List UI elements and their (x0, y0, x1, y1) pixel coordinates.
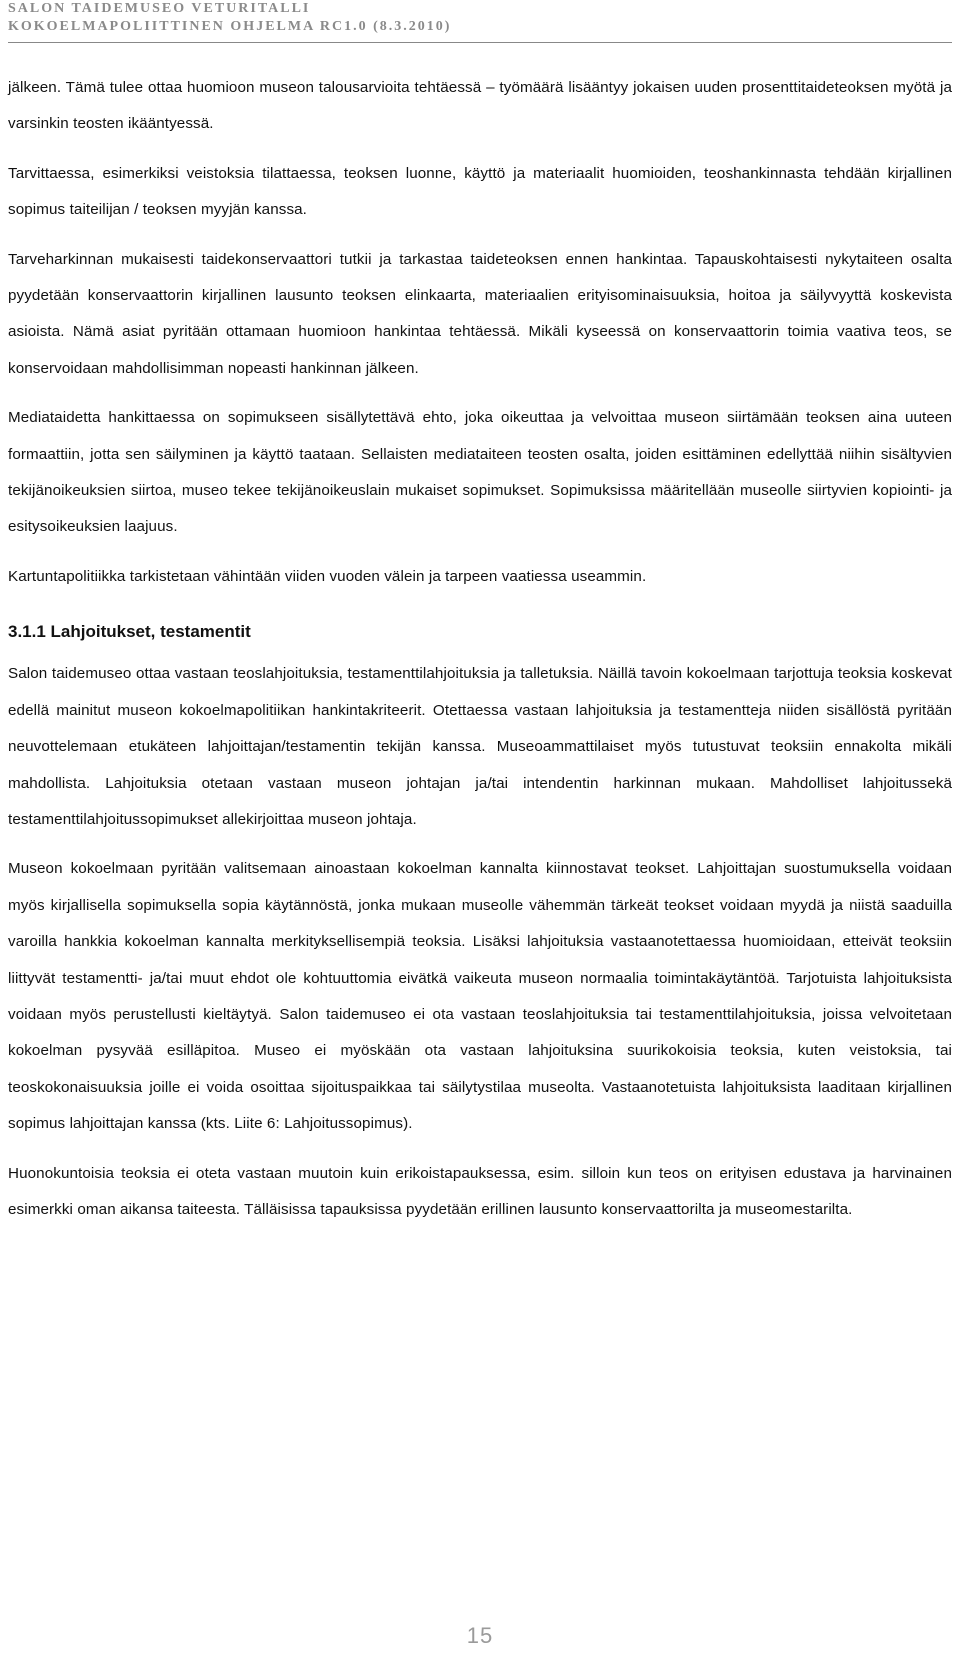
paragraph-8: Huonokuntoisia teoksia ei oteta vastaan muutoin kuin erikoistapauksessa, esim. silloin kun teos on erityisen edustava ja harvinainen esimerkki oman aikansa taiteesta. Tälläisissa tapauksissa pyydetään erillinen lausunto konservaattorilta ja museomestarilta. (8, 1164, 952, 1218)
paragraph-7: Museon kokoelmaan pyritään valitsemaan ainoastaan kokoelman kannalta kiinnostavat teokset. Lahjoittajan suostumuksella voidaan myös kirjallisella sopimuksella sopia käytännöstä, jonka mukaan museolle vähemmän tärkeät teokset voidaan myydä ja niistä saaduilla varoilla hankkia kokoelman kannalta merkityksellisempiä teoksia. Lisäksi lahjoituksia vastaanotettaessa huomioidaan, etteivät teoksiin liittyvät testamentti- ja/tai muut ehdot ole kohtuuttomia eivätkä vaikeuta museon normaalia toimintakäytäntöä. Tarjotuista lahjoituksista voidaan myös perustellusti kieltäytyä. Salon taidemuseo ei ota vastaan teoslahjoituksia tai testamenttilahjoituksia, joissa velvoitetaan kokoelman pysyvää esilläpitoa. Museo ei myöskään ota vastaan lahjoituksina suurikokoisia teoksia, kuten veistoksia, tai teoskokonaisuuksia joille ei voida osoittaa sijoituspaikkaa tai säilytystilaa museolta. Vastaanotetuista lahjoituksista laaditaan kirjallinen sopimus lahjoittajan kanssa (kts. Liite 6: Lahjoitussopimus). (8, 860, 952, 1133)
section-heading: 3.1.1 Lahjoitukset, testamentit (8, 622, 251, 642)
document-header (8, 0, 952, 36)
page-number: 15 (466, 1623, 494, 1648)
header-divider (8, 42, 952, 43)
paragraph-1: jälkeen. Tämä tulee ottaa huomioon museon talousarvioita tehtäessä – työmäärä lisääntyy jokaisen uuden prosenttitaideteoksen myötä ja varsinkin teosten ikääntyessä. (8, 79, 952, 133)
document-body (8, 70, 952, 1241)
paragraph-3: Tarveharkinnan mukaisesti taidekonservaattori tutkii ja tarkastaa taideteoksen ennen hankintaa. Tapauskohtaisesti nykytaiteen osalta pyydetään konservaattorin kirjallinen lausunto teoksen elinkaarta, materiaalien erityisominaisuuksia, hoitoa ja säilyvyyttä koskevista asioista. Nämä asiat pyritään ottamaan huomioon hankintaa tehtäessä. Mikäli kyseessä on konservaattorin toimia vaativa teos, se konservoidaan mahdollisimman nopeasti hankinnan jälkeen. (8, 250, 952, 377)
paragraph-4: Mediataidetta hankittaessa on sopimukseen sisällytettävä ehto, joka oikeuttaa ja velvoittaa museon siirtämään teoksen aina uuteen formaattiin, jotta sen säilyminen ja käyttö taataan. Sellaisten mediataiteen teosten osalta, joiden esittäminen edellyttää niihin sisältyvien tekijänoikeuksien siirtoa, museo tekee tekijänoikeuslain mukaiset sopimukset. Sopimuksissa määritellään museolle siirtyvien kopiointi- ja esitysoikeuksien laajuus. (8, 409, 952, 536)
paragraph-6: Salon taidemuseo ottaa vastaan teoslahjoituksia, testamenttilahjoituksia ja talletuksia. Näillä tavoin kokoelmaan tarjottuja teoksia koskevat edellä mainitut museon kokoelmapolitiikan hankintakriteerit. Otettaessa vastaan lahjoituksia ja testamentteja niiden sisällöstä pyritään neuvottelemaan etukäteen lahjoittajan/testamentin tekijän kanssa. Museoammattilaiset myös tutustuvat teoksiin ennakolta mikäli mahdollista. Lahjoituksia otetaan vastaan museon johtajan ja/tai intendentin harkinnan mukaan. Mahdolliset lahjoitussekä testamenttilahjoitussopimukset allekirjoittaa museon johtaja. (8, 665, 952, 828)
paragraph-5: Kartuntapolitiikka tarkistetaan vähintään viiden vuoden välein ja tarpeen vaatiessa useammin. (8, 567, 647, 585)
header-museum-name: SALON TAIDEMUSEO VETURITALLI (8, 1, 311, 16)
header-document-title: KOKOELMAPOLIITTINEN OHJELMA RC1.0 (8.3.2010) (8, 19, 452, 34)
paragraph-2: Tarvittaessa, esimerkiksi veistoksia tilattaessa, teoksen luonne, käyttö ja materiaalit huomioiden, teoshankinnasta tehdään kirjallinen sopimus taiteilijan / teoksen myyjän kanssa. (8, 164, 952, 219)
